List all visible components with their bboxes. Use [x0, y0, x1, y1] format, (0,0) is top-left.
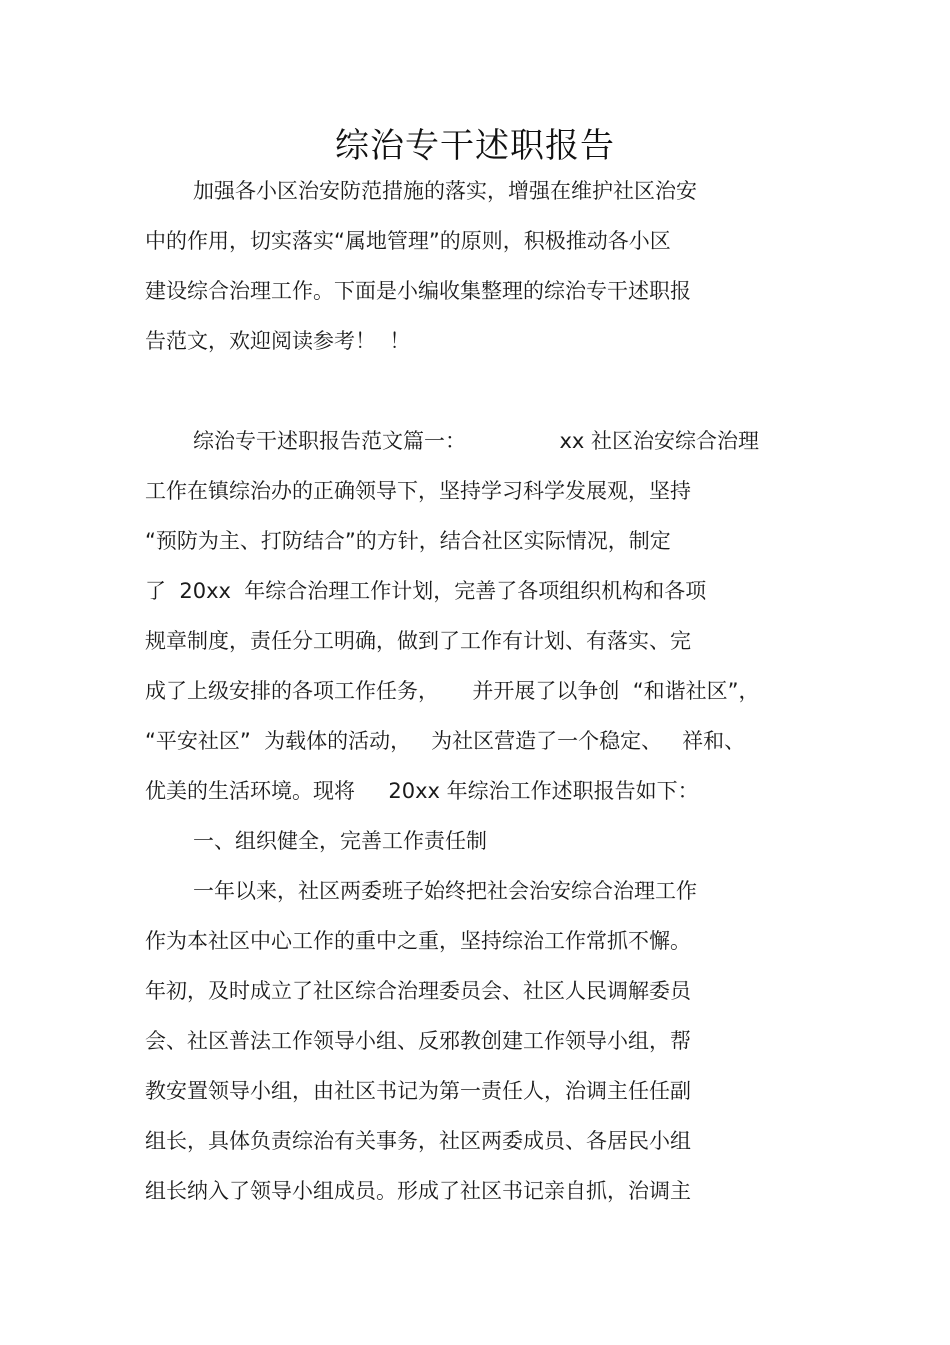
paragraph-line: 告范文，欢迎阅读参考！ ！: [145, 329, 411, 353]
paragraph-line: 组长纳入了领导小组成员。形成了社区书记亲自抓，治调主: [145, 1179, 691, 1203]
paragraph-line: 一年以来，社区两委班子始终把社会治安综合治理工作: [193, 879, 697, 903]
document-title: 综治专干述职报告: [335, 126, 615, 166]
paragraph-line: 成了上级安排的各项工作任务， 并开展了以争创 “和谐社区”，: [145, 679, 760, 703]
paragraph-line: 教安置领导小组，由社区书记为第一责任人，治调主任任副: [145, 1079, 691, 1103]
paragraph-line: 中的作用，切实落实“属地管理”的原则，积极推动各小区: [145, 229, 671, 253]
paragraph-line: 组长，具体负责综治有关事务，社区两委成员、各居民小组: [145, 1129, 691, 1153]
paragraph-line: 综治专干述职报告范文篇一： xx 社区治安综合治理: [193, 429, 759, 453]
paragraph-line: 加强各小区治安防范措施的落实，增强在维护社区治安: [193, 179, 697, 203]
paragraph-line: 了 20xx 年综合治理工作计划，完善了各项组织机构和各项: [145, 579, 707, 603]
paragraph-line: “预防为主、打防结合”的方针，结合社区实际情况，制定: [145, 529, 671, 553]
paragraph-line: 工作在镇综治办的正确领导下，坚持学习科学发展观，坚持: [145, 479, 691, 503]
paragraph-line: “平安社区” 为载体的活动， 为社区营造了一个稳定、 祥和、: [145, 729, 746, 753]
paragraph-line: 优美的生活环境。现将 20xx 年综治工作述职报告如下：: [145, 779, 699, 803]
paragraph-line: 作为本社区中心工作的重中之重，坚持综治工作常抓不懈。: [145, 929, 691, 953]
paragraph-line: 会、社区普法工作领导小组、反邪教创建工作领导小组，帮: [145, 1029, 691, 1053]
paragraph-line: 年初，及时成立了社区综合治理委员会、社区人民调解委员: [145, 979, 691, 1003]
paragraph-line: 规章制度，责任分工明确，做到了工作有计划、有落实、完: [145, 629, 691, 653]
section-heading: 一、组织健全，完善工作责任制: [193, 829, 487, 853]
paragraph-line: 建设综合治理工作。下面是小编收集整理的综治专干述职报: [145, 279, 691, 303]
